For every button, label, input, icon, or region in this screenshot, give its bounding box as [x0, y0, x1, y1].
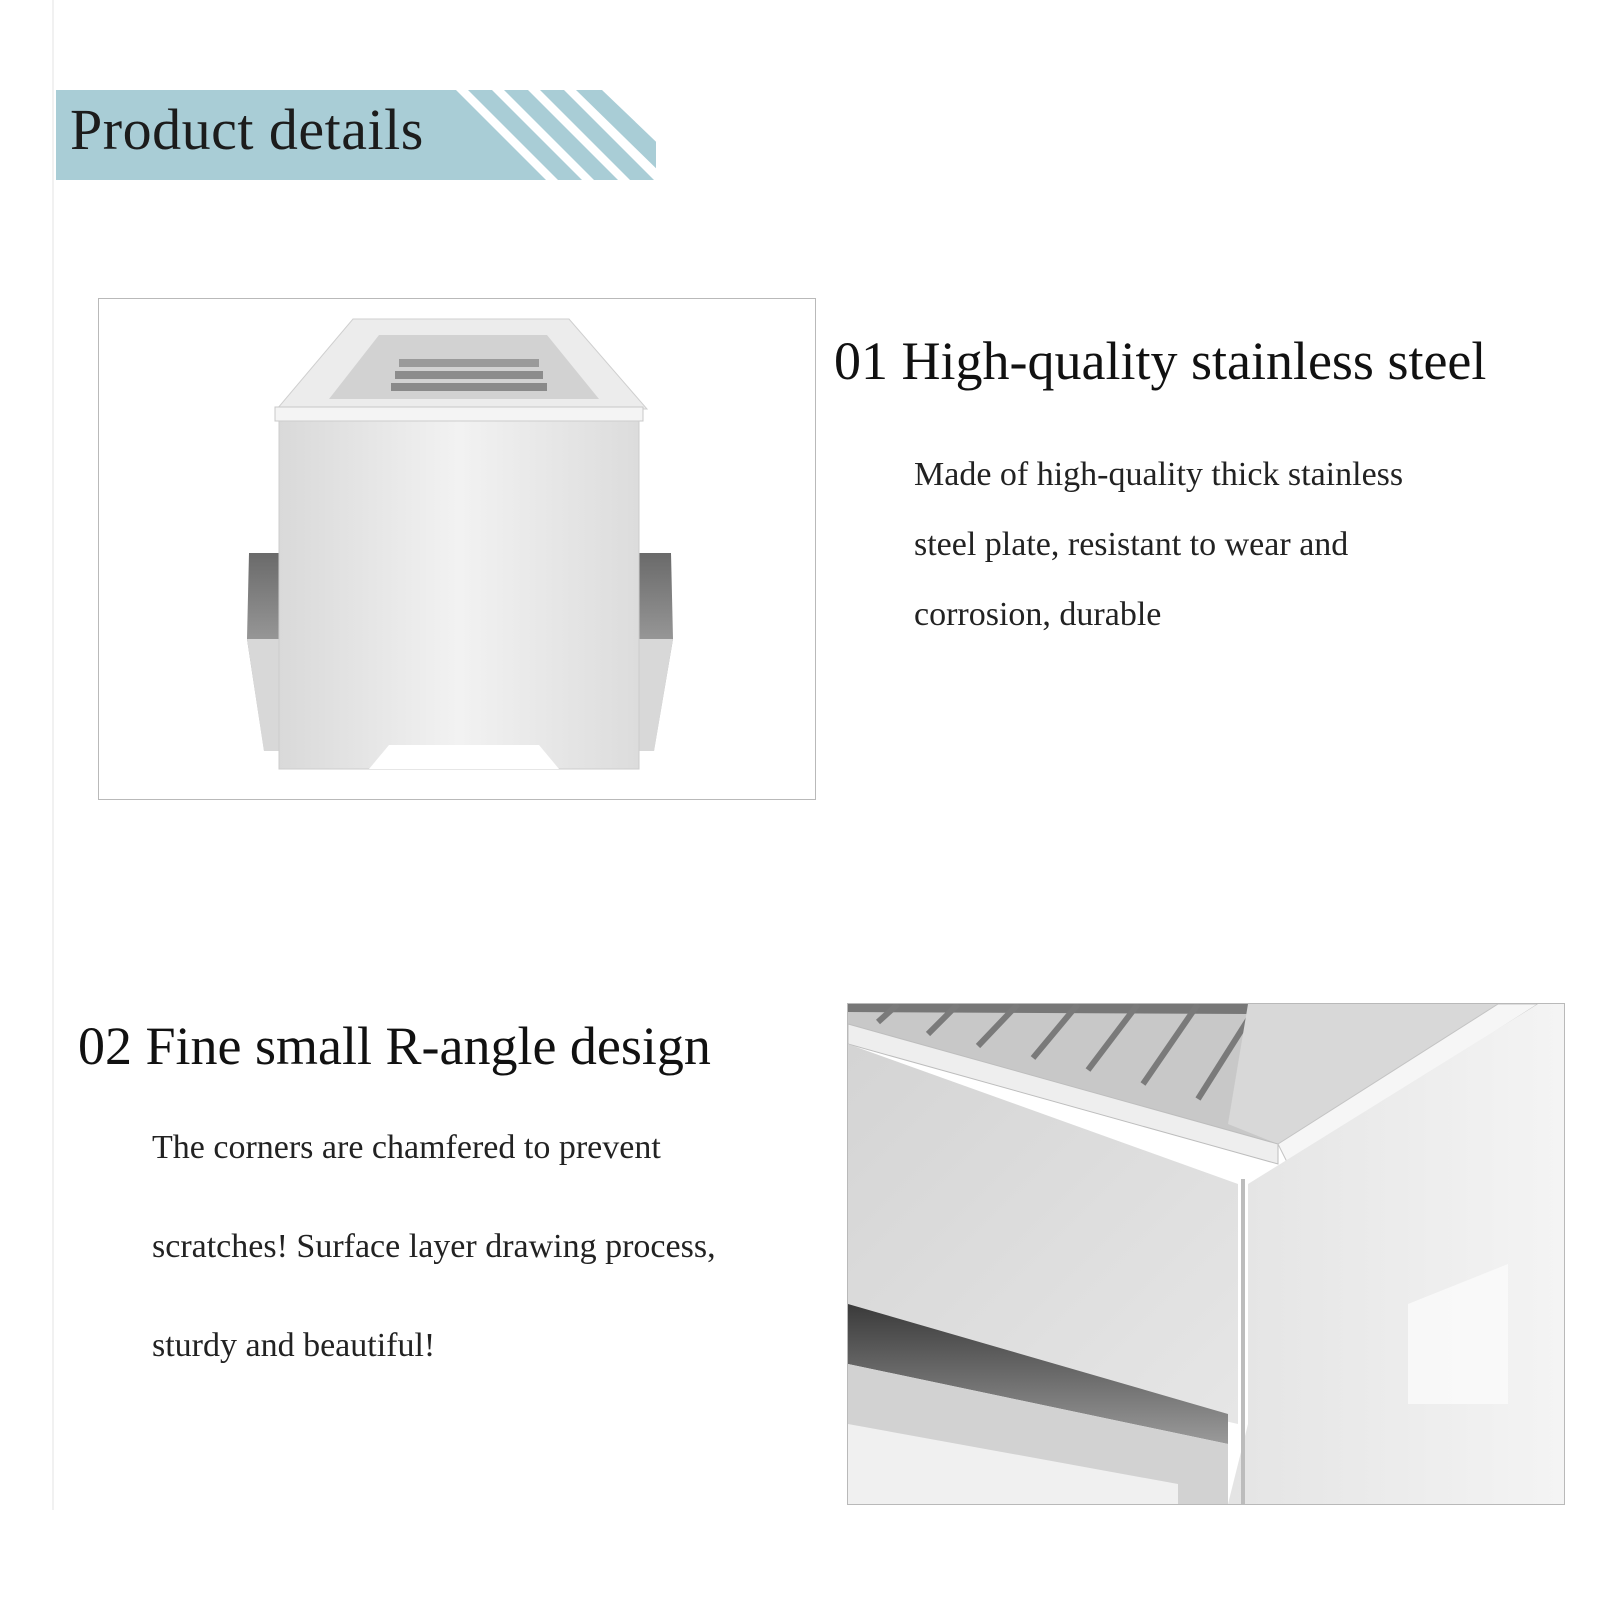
stainless-steel-box-front-photo: [98, 298, 816, 800]
product-details-banner: [56, 90, 656, 182]
description-line: The corners are chamfered to prevent: [152, 1129, 661, 1166]
stainless-steel-box-corner-closeup-photo: [847, 1003, 1565, 1505]
feature-description: [914, 440, 1403, 650]
description-line: scratches! Surface layer drawing process,: [152, 1228, 716, 1265]
page-left-rule: [52, 0, 54, 1510]
banner-title: Product details: [70, 97, 424, 162]
description-line: Made of high-quality thick stainless: [914, 456, 1404, 493]
description-line: sturdy and beautiful!: [152, 1327, 436, 1364]
feature-description: [152, 1098, 716, 1395]
feature-heading: 02 Fine small R-angle design: [78, 1016, 711, 1076]
description-line: corrosion, durable: [914, 596, 1162, 633]
description-line: steel plate, resistant to wear and: [914, 526, 1349, 563]
feature-heading: 01 High-quality stainless steel: [834, 331, 1487, 391]
